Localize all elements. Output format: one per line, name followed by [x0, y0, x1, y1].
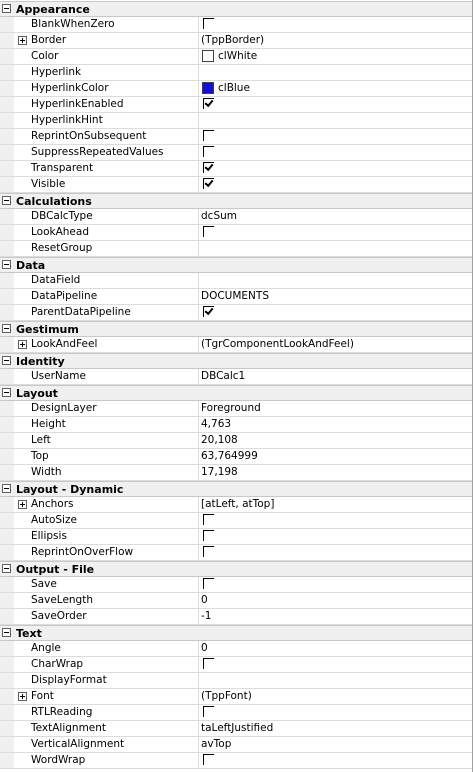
- column-divider: [198, 449, 199, 464]
- column-divider: [198, 113, 199, 128]
- property-row-hyperlinkhint[interactable]: [0, 113, 472, 129]
- row-gutter: [0, 705, 14, 720]
- column-divider: [198, 529, 199, 544]
- row-gutter: [0, 673, 14, 688]
- collapse-toggle-icon[interactable]: [2, 564, 11, 573]
- category-header-output-file[interactable]: [0, 561, 472, 577]
- property-row-angle[interactable]: [0, 641, 472, 657]
- property-row-resetgroup[interactable]: [0, 241, 472, 257]
- collapse-toggle-icon[interactable]: [2, 4, 11, 13]
- checkbox-wordwrap[interactable]: [203, 754, 214, 765]
- property-name: DesignLayer: [31, 402, 97, 414]
- column-divider: [198, 433, 199, 448]
- property-row-datapipeline[interactable]: [0, 289, 472, 305]
- expand-plus-icon[interactable]: [18, 500, 27, 509]
- collapse-toggle-icon[interactable]: [2, 324, 11, 333]
- property-row-displayformat[interactable]: [0, 673, 472, 689]
- property-name: VerticalAlignment: [31, 738, 125, 750]
- checkbox-reprintonsubsequent[interactable]: [203, 130, 214, 141]
- checkmark-icon: [205, 306, 214, 315]
- property-value-color[interactable]: clWhite: [218, 50, 258, 62]
- property-name: Anchors: [31, 498, 74, 510]
- property-row-charwrap[interactable]: [0, 657, 472, 673]
- row-gutter: [0, 17, 14, 32]
- property-name: TextAlignment: [31, 722, 107, 734]
- row-gutter: [0, 417, 14, 432]
- column-divider: [198, 369, 199, 384]
- checkbox-save[interactable]: [203, 578, 214, 589]
- column-divider: [198, 225, 199, 240]
- category-title: Identity: [16, 355, 65, 368]
- column-divider: [198, 513, 199, 528]
- property-row-reprintonsubsequent[interactable]: [0, 129, 472, 145]
- property-name: Angle: [31, 642, 61, 654]
- property-value-username[interactable]: DBCalc1: [201, 370, 246, 382]
- column-divider: [198, 401, 199, 416]
- collapse-toggle-icon[interactable]: [2, 484, 11, 493]
- property-row-verticalalignment[interactable]: [0, 737, 472, 753]
- property-name: Transparent: [31, 162, 94, 174]
- collapse-toggle-icon[interactable]: [2, 388, 11, 397]
- checkmark-icon: [205, 162, 214, 171]
- property-value-dbcalctype[interactable]: dcSum: [201, 210, 237, 222]
- property-name: AutoSize: [31, 514, 77, 526]
- property-row-parentdatapipeline[interactable]: [0, 305, 472, 321]
- column-divider: [198, 49, 199, 64]
- property-name: HyperlinkHint: [31, 114, 103, 126]
- expand-plus-icon[interactable]: [18, 36, 27, 45]
- property-value-font[interactable]: (TppFont): [201, 690, 252, 702]
- row-gutter: [0, 449, 14, 464]
- checkbox-parentdatapipeline[interactable]: [203, 306, 214, 317]
- collapse-toggle-icon[interactable]: [2, 356, 11, 365]
- column-divider: [198, 545, 199, 560]
- category-header-gestimum[interactable]: [0, 321, 472, 337]
- row-gutter: [0, 513, 14, 528]
- property-value-verticalalignment[interactable]: avTop: [201, 738, 232, 750]
- row-gutter: [0, 97, 14, 112]
- color-swatch-color: [202, 50, 214, 62]
- property-row-savelength[interactable]: [0, 593, 472, 609]
- property-name: DBCalcType: [31, 210, 93, 222]
- property-name: RTLReading: [31, 706, 93, 718]
- category-header-identity[interactable]: [0, 353, 472, 369]
- property-value-saveorder[interactable]: -1: [201, 610, 212, 622]
- category-title: Calculations: [16, 195, 92, 208]
- row-gutter: [0, 225, 14, 240]
- column-divider: [198, 641, 199, 656]
- property-row-rtlreading[interactable]: [0, 705, 472, 721]
- property-row-font[interactable]: [0, 689, 472, 705]
- property-value-width[interactable]: 17,198: [201, 466, 238, 478]
- property-name: Save: [31, 578, 57, 590]
- property-row-ellipsis[interactable]: [0, 529, 472, 545]
- property-value-anchors[interactable]: [atLeft, atTop]: [201, 498, 275, 510]
- property-name: ResetGroup: [31, 242, 93, 254]
- column-divider: [198, 305, 199, 320]
- category-title: Output - File: [16, 563, 95, 576]
- column-divider: [198, 17, 199, 32]
- checkmark-icon: [205, 178, 214, 187]
- property-name: LookAndFeel: [31, 338, 98, 350]
- category-header-layout[interactable]: [0, 385, 472, 401]
- property-value-height[interactable]: 4,763: [201, 418, 232, 430]
- row-gutter: [0, 49, 14, 64]
- property-row-border[interactable]: [0, 33, 472, 49]
- row-gutter: [0, 209, 14, 224]
- property-name: Border: [31, 34, 67, 46]
- column-divider: [198, 673, 199, 688]
- category-header-data[interactable]: [0, 257, 472, 273]
- property-name: Left: [31, 434, 51, 446]
- column-divider: [198, 609, 199, 624]
- row-gutter: [0, 289, 14, 304]
- column-divider: [198, 97, 199, 112]
- property-row-width[interactable]: [0, 465, 472, 481]
- property-name: SaveLength: [31, 594, 93, 606]
- column-divider: [198, 737, 199, 752]
- property-name: HyperlinkColor: [31, 82, 109, 94]
- category-header-appearance[interactable]: [0, 1, 472, 17]
- row-gutter: [0, 241, 14, 256]
- row-gutter: [0, 721, 14, 736]
- property-row-transparent[interactable]: [0, 161, 472, 177]
- property-row-top[interactable]: [0, 449, 472, 465]
- collapse-toggle-icon[interactable]: [2, 260, 11, 269]
- property-row-anchors[interactable]: [0, 497, 472, 513]
- checkbox-visible[interactable]: [203, 178, 214, 189]
- property-value-hyperlinkcolor[interactable]: clBlue: [218, 82, 250, 94]
- row-gutter: [0, 81, 14, 96]
- column-divider: [198, 81, 199, 96]
- property-name: ReprintOnOverFlow: [31, 546, 134, 558]
- column-divider: [198, 145, 199, 160]
- property-name: Top: [31, 450, 49, 462]
- property-row-hyperlink[interactable]: [0, 65, 472, 81]
- column-divider: [198, 209, 199, 224]
- checkbox-ellipsis[interactable]: [203, 530, 214, 541]
- column-divider: [198, 593, 199, 608]
- column-divider: [198, 337, 199, 352]
- category-title: Layout: [16, 387, 58, 400]
- column-divider: [198, 465, 199, 480]
- row-gutter: [0, 177, 14, 192]
- property-name: ParentDataPipeline: [31, 306, 131, 318]
- property-row-lookahead[interactable]: [0, 225, 472, 241]
- property-name: SaveOrder: [31, 610, 87, 622]
- property-name: CharWrap: [31, 658, 84, 670]
- category-title: Gestimum: [16, 323, 79, 336]
- row-gutter: [0, 577, 14, 592]
- column-divider: [198, 705, 199, 720]
- property-name: LookAhead: [31, 226, 89, 238]
- row-gutter: [0, 369, 14, 384]
- row-gutter: [0, 753, 14, 768]
- property-value-textalignment[interactable]: taLeftJustified: [201, 722, 274, 734]
- property-name: Width: [31, 466, 62, 478]
- column-divider: [198, 753, 199, 768]
- property-name: UserName: [31, 370, 86, 382]
- property-value-lookandfeel[interactable]: (TgrComponentLookAndFeel): [201, 338, 354, 350]
- row-gutter: [0, 497, 14, 512]
- row-gutter: [0, 113, 14, 128]
- property-row-height[interactable]: [0, 417, 472, 433]
- checkbox-transparent[interactable]: [203, 162, 214, 173]
- collapse-toggle-icon[interactable]: [2, 628, 11, 637]
- property-name: Hyperlink: [31, 66, 82, 78]
- collapse-toggle-icon[interactable]: [2, 196, 11, 205]
- property-value-top[interactable]: 63,764999: [201, 450, 258, 462]
- property-value-angle[interactable]: 0: [201, 642, 208, 654]
- column-divider: [198, 177, 199, 192]
- property-row-blankwhenzero[interactable]: [0, 17, 472, 33]
- property-name: WordWrap: [31, 754, 86, 766]
- checkbox-charwrap[interactable]: [203, 658, 214, 669]
- property-value-designlayer[interactable]: Foreground: [201, 402, 261, 414]
- property-row-reprintonoverflow[interactable]: [0, 545, 472, 561]
- row-gutter: [0, 593, 14, 608]
- row-gutter: [0, 641, 14, 656]
- property-name: Ellipsis: [31, 530, 67, 542]
- row-gutter: [0, 401, 14, 416]
- property-row-visible[interactable]: [0, 177, 472, 193]
- property-name: HyperlinkEnabled: [31, 98, 124, 110]
- property-row-lookandfeel[interactable]: [0, 337, 472, 353]
- column-divider: [198, 129, 199, 144]
- property-row-color[interactable]: [0, 49, 472, 65]
- row-gutter: [0, 529, 14, 544]
- property-row-dbcalctype[interactable]: [0, 209, 472, 225]
- row-gutter: [0, 689, 14, 704]
- property-name: ReprintOnSubsequent: [31, 130, 147, 142]
- checkbox-lookahead[interactable]: [203, 226, 214, 237]
- property-row-saveorder[interactable]: [0, 609, 472, 625]
- checkbox-hyperlinkenabled[interactable]: [203, 98, 214, 109]
- expand-plus-icon[interactable]: [18, 340, 27, 349]
- checkbox-autosize[interactable]: [203, 514, 214, 525]
- column-divider: [198, 657, 199, 672]
- property-row-hyperlinkcolor[interactable]: [0, 81, 472, 97]
- column-divider: [198, 497, 199, 512]
- column-divider: [198, 289, 199, 304]
- column-divider: [198, 65, 199, 80]
- property-name: DataField: [31, 274, 81, 286]
- property-row-datafield[interactable]: [0, 273, 472, 289]
- row-gutter: [0, 465, 14, 480]
- property-row-save[interactable]: [0, 577, 472, 593]
- property-name: Font: [31, 690, 54, 702]
- property-name: DataPipeline: [31, 290, 98, 302]
- row-gutter: [0, 609, 14, 624]
- checkbox-suppressrepeatedvalues[interactable]: [203, 146, 214, 157]
- checkbox-blankwhenzero[interactable]: [203, 18, 214, 29]
- row-gutter: [0, 65, 14, 80]
- property-name: Height: [31, 418, 66, 430]
- property-row-wordwrap[interactable]: [0, 753, 472, 769]
- property-name: Visible: [31, 178, 66, 190]
- column-divider: [198, 161, 199, 176]
- row-gutter: [0, 657, 14, 672]
- row-gutter: [0, 129, 14, 144]
- expand-plus-icon[interactable]: [18, 692, 27, 701]
- category-title: Text: [16, 627, 42, 640]
- row-gutter: [0, 145, 14, 160]
- category-header-layout-dynamic[interactable]: [0, 481, 472, 497]
- checkmark-icon: [205, 98, 214, 107]
- column-divider: [198, 721, 199, 736]
- row-gutter: [0, 273, 14, 288]
- column-divider: [198, 241, 199, 256]
- property-value-savelength[interactable]: 0: [201, 594, 208, 606]
- category-header-calculations[interactable]: [0, 193, 472, 209]
- row-gutter: [0, 433, 14, 448]
- category-title: Layout - Dynamic: [16, 483, 124, 496]
- checkbox-rtlreading[interactable]: [203, 706, 214, 717]
- column-divider: [198, 689, 199, 704]
- property-row-username[interactable]: [0, 369, 472, 385]
- row-gutter: [0, 337, 14, 352]
- row-gutter: [0, 545, 14, 560]
- property-value-datapipeline[interactable]: DOCUMENTS: [201, 290, 269, 302]
- category-title: Appearance: [16, 3, 90, 16]
- property-name: SuppressRepeatedValues: [31, 146, 164, 158]
- column-divider: [198, 273, 199, 288]
- column-divider: [198, 417, 199, 432]
- property-row-left[interactable]: [0, 433, 472, 449]
- property-row-designlayer[interactable]: [0, 401, 472, 417]
- row-gutter: [0, 161, 14, 176]
- category-header-text[interactable]: [0, 625, 472, 641]
- property-row-autosize[interactable]: [0, 513, 472, 529]
- category-title: Data: [16, 259, 46, 272]
- row-gutter: [0, 737, 14, 752]
- column-divider: [198, 33, 199, 48]
- column-divider: [198, 577, 199, 592]
- property-row-hyperlinkenabled[interactable]: [0, 97, 472, 113]
- row-gutter: [0, 305, 14, 320]
- checkbox-reprintonoverflow[interactable]: [203, 546, 214, 557]
- property-name: Color: [31, 50, 59, 62]
- row-gutter: [0, 33, 14, 48]
- color-swatch-hyperlinkcolor: [202, 82, 214, 94]
- property-value-border[interactable]: (TppBorder): [201, 34, 265, 46]
- property-name: BlankWhenZero: [31, 18, 115, 30]
- property-value-left[interactable]: 20,108: [201, 434, 238, 446]
- property-row-suppressrepeatedvalues[interactable]: [0, 145, 472, 161]
- property-name: DisplayFormat: [31, 674, 107, 686]
- property-row-textalignment[interactable]: [0, 721, 472, 737]
